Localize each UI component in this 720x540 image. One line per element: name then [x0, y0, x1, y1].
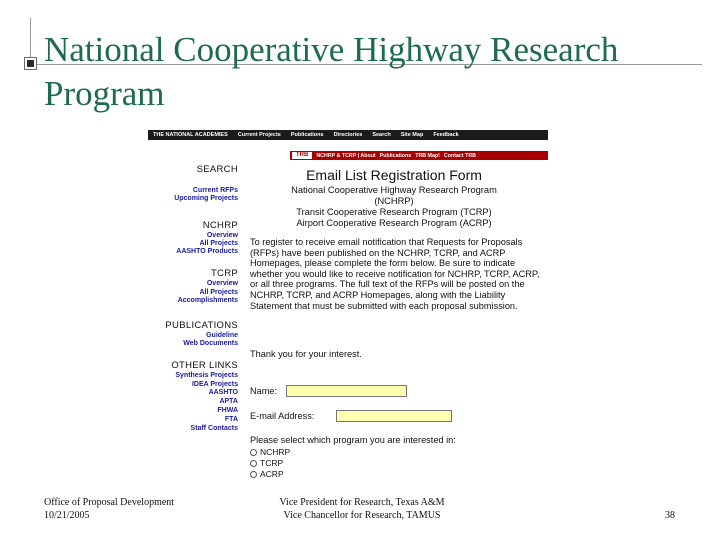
email-input[interactable] [336, 410, 452, 422]
footer-left [44, 496, 174, 522]
sidebar-heading-publications: PUBLICATIONS [165, 320, 238, 331]
program-select-label: Please select which program you are interested in: [250, 435, 456, 445]
top-nav-item[interactable]: Current Projects [237, 132, 281, 138]
radio-button-icon[interactable] [250, 460, 257, 467]
sidebar-link-idea-projects[interactable]: IDEA Projects [191, 381, 238, 388]
top-nav-item[interactable]: Directories [333, 132, 363, 138]
sidebar-heading-nchrp: NCHRP [202, 220, 238, 231]
sub-nav-item[interactable]: Publications [379, 152, 412, 159]
trb-logo[interactable]: TRB [292, 152, 312, 159]
sidebar-link-accomplishments[interactable]: Accomplishments [177, 297, 238, 304]
footer-center [262, 496, 462, 522]
slide-title-line1: National Cooperative Highway Research [44, 30, 619, 69]
slide-title [44, 28, 694, 116]
radio-option-label: ACRP [260, 469, 284, 479]
sidebar-link-apta[interactable]: APTA [219, 398, 238, 405]
corner-square-icon [24, 57, 37, 70]
top-nav-item[interactable]: THE NATIONAL ACADEMIES [153, 132, 228, 138]
sidebar-heading-other-links: OTHER LINKS [171, 360, 238, 371]
top-nav-item[interactable]: Search [372, 132, 391, 138]
email-label: E-mail Address: [250, 411, 315, 421]
page-number: 38 [665, 510, 675, 521]
sidebar [148, 160, 238, 480]
sidebar-link-aashto[interactable]: AASHTO [208, 389, 238, 396]
top-nav-bar [148, 130, 548, 140]
radio-option-label: TCRP [260, 458, 284, 468]
sub-nav-bar [290, 151, 548, 160]
name-input[interactable] [286, 385, 407, 397]
sidebar-link-fhwa[interactable]: FHWA [217, 407, 238, 414]
sidebar-link-staff-contacts[interactable]: Staff Contacts [190, 425, 238, 432]
top-nav-item[interactable]: Site Map [400, 132, 424, 138]
sub-nav-item[interactable]: NCHRP & TCRP | About [316, 152, 376, 159]
sidebar-link-nchrp-overview[interactable]: Overview [206, 232, 238, 239]
form-title: Email List Registration Form [306, 167, 482, 183]
radio-option-label: NCHRP [260, 447, 291, 457]
sidebar-heading-search: SEARCH [196, 164, 238, 175]
sidebar-link-tcrp-overview[interactable]: Overview [206, 280, 238, 287]
footer-chancellor: Vice Chancellor for Research, TAMUS [283, 510, 441, 521]
footer-vp: Vice President for Research, Texas A&M [279, 497, 445, 508]
footer-office: Office of Proposal Development [44, 497, 175, 508]
program-line: National Cooperative Highway Research Program [291, 185, 497, 195]
radio-button-icon[interactable] [250, 471, 257, 478]
sub-nav-item[interactable]: TRB Map! [415, 152, 440, 159]
footer-date: 10/21/2005 [44, 510, 90, 521]
radio-button-icon[interactable] [250, 449, 257, 456]
top-nav-item[interactable]: Feedback [433, 132, 459, 138]
sidebar-link-nchrp-all-projects[interactable]: All Projects [199, 240, 238, 247]
program-line: Airport Cooperative Research Program (ACRP) [296, 218, 492, 228]
top-nav-item[interactable]: Publications [290, 132, 324, 138]
sub-nav-item[interactable]: Contact TRB [443, 152, 476, 159]
sidebar-link-current-rfps[interactable]: Current RFPs [192, 187, 238, 194]
sidebar-link-synthesis-projects[interactable]: Synthesis Projects [175, 372, 238, 379]
radio-option-tcrp[interactable] [250, 458, 283, 468]
program-line: (NCHRP) [374, 196, 414, 206]
sidebar-link-fta[interactable]: FTA [224, 416, 238, 423]
sidebar-link-web-documents[interactable]: Web Documents [183, 340, 238, 347]
sidebar-link-tcrp-all-projects[interactable]: All Projects [199, 289, 238, 296]
radio-option-acrp[interactable] [250, 469, 284, 479]
sidebar-link-aashto-products[interactable]: AASHTO Products [176, 248, 238, 255]
thanks-text: Thank you for your interest. [250, 349, 362, 359]
sidebar-link-upcoming-projects[interactable]: Upcoming Projects [174, 195, 238, 202]
slide-title-line2: Program [44, 74, 165, 113]
radio-option-nchrp[interactable] [250, 447, 290, 457]
sidebar-link-guideline[interactable]: Guideline [206, 332, 238, 339]
sidebar-heading-tcrp: TCRP [210, 268, 238, 279]
intro-paragraph: To register to receive email notification that Requests for Proposals (RFPs) have been published on the NCHRP, TCRP, and ACRP Homepages, please complete the form below. Be sure to indicate whether you would like to receive notification for NCHRP, TCRP, ACRP, or all three programs. The full text of the RFPs will be posted on the NCHRP, TCRP, and ACRP Homepages, along with the Liability Statement that must be submitted with each proposal submission. [250, 237, 540, 311]
website-screenshot [148, 130, 548, 480]
program-line: Transit Cooperative Research Program (TCRP) [296, 207, 492, 217]
name-label: Name: [250, 386, 278, 396]
